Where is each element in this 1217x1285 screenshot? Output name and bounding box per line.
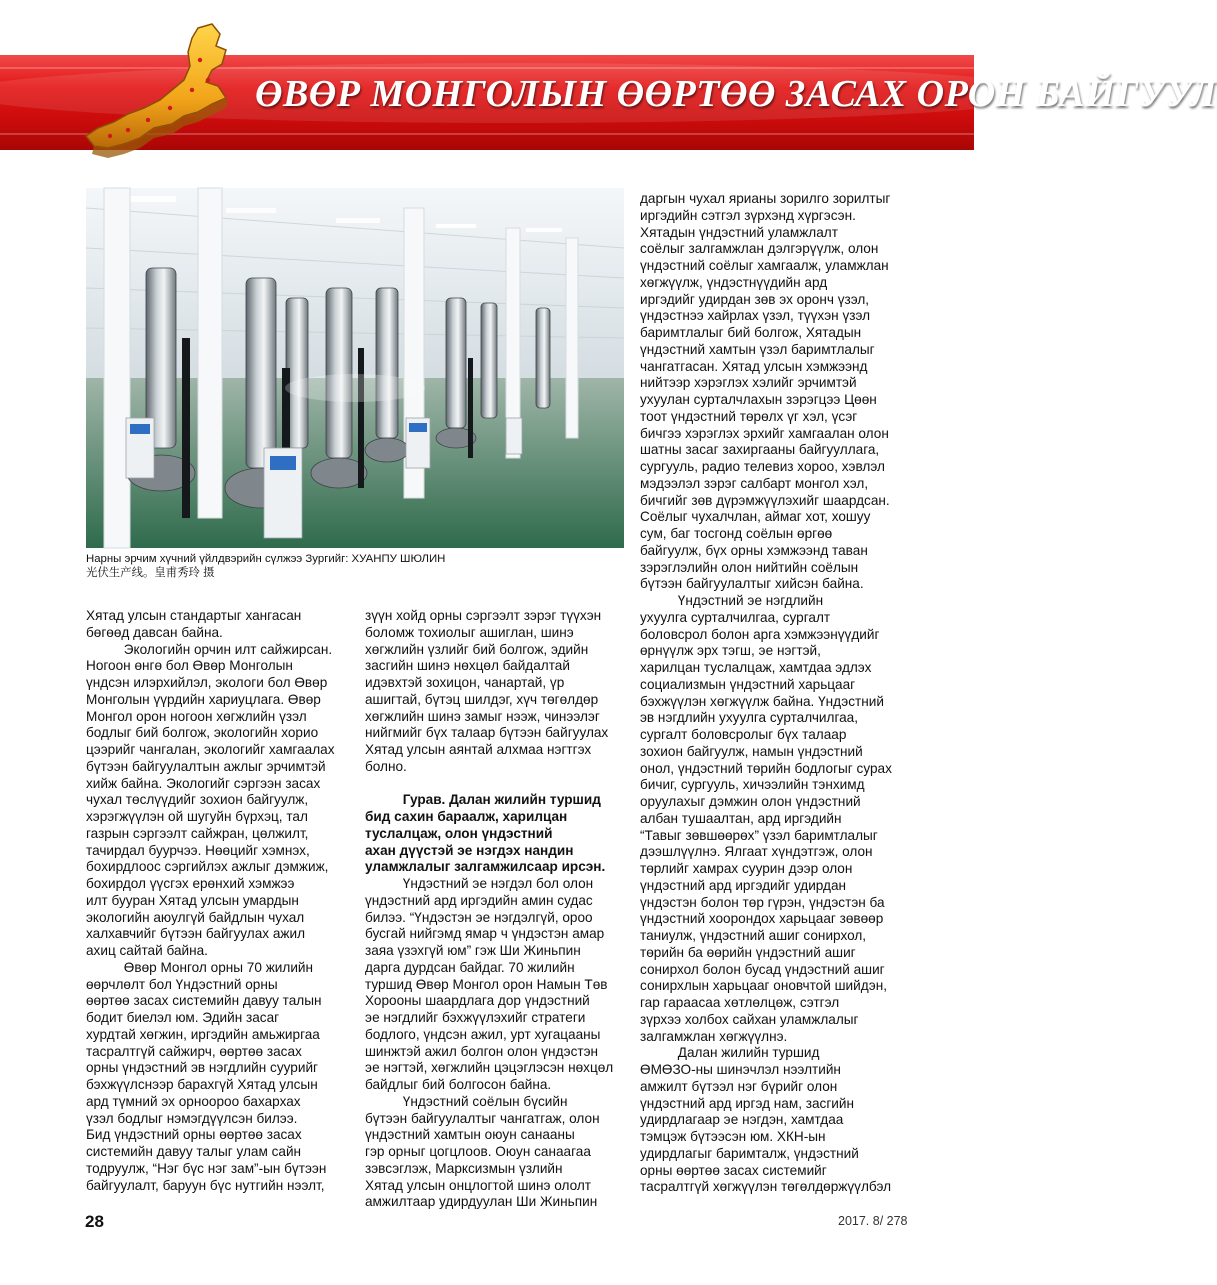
- text-line: амжилтаар удирдуулан Ши Жиньпин: [365, 1194, 598, 1210]
- text-line: сургууль, радио телевиз хороо, хэвлэл: [640, 459, 885, 474]
- text-line: бичгийг зөв дүрэмжүүлэхийг шаардсан.: [640, 492, 890, 508]
- text-line: үндэстний ард иргэдийн амин судас: [365, 892, 593, 908]
- text-line: үндэстний хамтын үзэл баримтлалыг: [640, 341, 875, 357]
- text-line: бүтээн байгуулалтыг чангатгаж, олон: [365, 1110, 600, 1126]
- text-line: амжилт бүтээл нэг бүрийг олон: [640, 1078, 838, 1094]
- text-line: Монголын үүрдийн хариуцлага. Өвөр: [86, 691, 321, 707]
- text-line: зохион байгуулж, намын үндэстний: [640, 743, 863, 759]
- text-line: сургалт боловсролыг бүх талаар: [640, 727, 847, 742]
- text-line: төрлийг хамрах суурин дээр олон: [640, 861, 853, 876]
- text-line: өөрчлөлт бол Үндэстний орны: [86, 976, 278, 992]
- text-line: тасралтгүй хөгжүүлэн төгөлдөржүүлбэл: [640, 1179, 892, 1195]
- text-line: таниулж, үндэстний ашиг сонирхол,: [640, 928, 867, 943]
- text-line: ард түмний эх орноороо бахархах: [86, 1093, 301, 1109]
- text-line: сум, баг тосгонд соёлын өргөө: [640, 526, 833, 541]
- text-line: Үндэстний эе нэгдлийн: [640, 593, 824, 608]
- text-line: заяа үзэхгүй юм” гэж Ши Жиньпин: [365, 943, 581, 958]
- text-line: бэхжүүлэн хөгжүүлж байна. Үндэстний: [640, 693, 884, 709]
- text-line: удирдлагаар эе нэгдэн, хамтдаа: [640, 1112, 844, 1128]
- photo-caption-chinese: 光伏生产线。皇甫秀玲 摄: [86, 567, 215, 579]
- text-line: бөгөөд давсан байна.: [86, 624, 223, 640]
- text-line: Монгол орон ногоон хөгжлийн үзэл: [86, 708, 307, 724]
- text-line: засгийн шинэ нөхцөл байдалтай: [365, 658, 570, 674]
- text-line: иргэдийн сэтгэл зүрхэнд хүргэсэн.: [640, 207, 856, 223]
- text-line: Хорооны шаардлага дор үндэстний: [365, 993, 590, 1009]
- text-line: Өвөр Монгол орны 70 жилийн: [86, 959, 314, 975]
- text-line: Ногоон өнгө бол Өвөр Монголын: [86, 658, 293, 674]
- text-line: билээ. “Үндэстэн эе нэгдэлгүй, ороо: [365, 909, 593, 925]
- text-line: сонирхол болон бусад үндэстний ашиг: [640, 961, 885, 977]
- text-line: цээрийг чангалан, экологийг хамгаалах: [86, 742, 335, 757]
- text-line: үндэстний соёлыг хамгаалж, уламжлан: [640, 258, 889, 273]
- issue-number: 2017. 8/ 278: [838, 1214, 908, 1228]
- text-line: байдлыг бий болгосон байна.: [365, 1077, 552, 1092]
- text-line: орны үндэстний эв нэгдлийн суурийг: [86, 1060, 318, 1076]
- text-line: болно.: [365, 758, 407, 774]
- text-line: тоот үндэстний төрөлх үг хэл, үсэг: [640, 408, 858, 424]
- text-line: үндэстнээ хайрлах үзэл, түүхэн үзэл: [640, 308, 871, 324]
- text-line: туршид Өвөр Монгол орон Намын Төв: [365, 976, 608, 992]
- text-line: сонирхлын харьцааг оновчтой шийдэн,: [640, 978, 888, 994]
- text-line: бичиг, сургууль, хичээлийн тэнхимд: [640, 777, 865, 793]
- text-line: харилцан туслалцаж, хамтдаа эдлэх: [640, 660, 872, 675]
- text-line: боломж тохиолыг ашиглан, шинэ: [365, 624, 574, 640]
- text-line: Экологийн орчин илт сайжирсан.: [86, 641, 333, 657]
- text-line: баримтлалыг бий болгож, Хятадын: [640, 325, 862, 340]
- text-line: үндэстний хамтын оюун санааны: [365, 1127, 575, 1143]
- text-line: Үндэстний эе нэгдэл бол олон: [365, 876, 594, 891]
- text-line: зэвсэглэж, Марксизмын үзлийн: [365, 1160, 563, 1176]
- text-line: удирдлагыг баримталж, үндэстний: [640, 1145, 859, 1161]
- text-line: үндэстэн болон төр гүрэн, үндэстэн ба: [640, 894, 885, 910]
- text-line: газрын сэргээлт сайжран, цөлжилт,: [86, 825, 309, 841]
- section-title: ӨВӨР МОНГОЛЫН ӨӨРТӨӨ ЗАСАХ ОРОН БАЙГУУЛ: [255, 73, 1217, 115]
- text-line: илт бууран Хятад улсын умардын: [86, 892, 299, 908]
- text-line: иргэдийг удирдан зөв эх оронч үзэл,: [640, 291, 870, 307]
- text-line: эе нэгтэй, хөгжлийн цэцэглэсэн нөхцөл: [365, 1060, 614, 1076]
- text-line: үндэстний ард иргэдийг удирдан: [640, 877, 847, 893]
- text-line: гэр орныг цогцлоов. Оюун санаагаа: [365, 1144, 591, 1159]
- text-line: ухуулан сурталчлахын зэрэгцээ Цөөн: [640, 392, 877, 407]
- article-column-1: [86, 608, 356, 1194]
- text-line: Хятадын үндэстний уламжлалт: [640, 224, 838, 240]
- photo-caption: [86, 552, 646, 580]
- text-line: бүтээн байгуулалтыг хийсэн байна.: [640, 576, 864, 592]
- text-line: бодлыг бий болгож, экологийн хорио: [86, 725, 319, 741]
- text-line: бодлого, үндсэн ажил, урт хугацааны: [365, 1026, 601, 1042]
- text-line: албан тушаалтан, ард иргэдийн: [640, 810, 842, 826]
- text-line: бид сахин бараалж, харилцан: [365, 809, 568, 824]
- text-line: өөртөө засах системийн давуу талын: [86, 993, 322, 1009]
- text-line: шатны засаг захиргааны байгууллага,: [640, 442, 880, 458]
- text-line: нийгмийг бүх талаар бүтээн байгуулах: [365, 725, 609, 741]
- text-line: бэхжүүлснээр барахгүй Хятад улсын: [86, 1077, 318, 1092]
- text-line: онол, үндэстний төрийн бодлогыг сурах: [640, 760, 892, 776]
- text-line: дарга дурдсан байдаг. 70 жилийн: [365, 959, 575, 975]
- text-line: чангатгасан. Хятад улсын хэмжээнд: [640, 358, 868, 374]
- text-line: ӨМӨЗО-ны шинэчлэл нээлтийн: [640, 1062, 841, 1077]
- text-line: идэвхтэй зохицон, чанартай, үр: [365, 675, 565, 690]
- text-line: эв нэгдлийн ухуулга сурталчилгаа,: [640, 710, 859, 726]
- text-line: нийтээр хэрэглэх хэлийг эрчимтэй: [640, 375, 857, 391]
- text-line: ахиц сайтай байна.: [86, 943, 208, 958]
- text-line: чухал төслүүдийг зохион байгуулж,: [86, 792, 309, 808]
- text-line: үндсэн илэрхийлэл, экологи бол Өвөр: [86, 675, 328, 690]
- text-line: Хятад улсын онцлогтой шинэ ололт: [365, 1177, 591, 1193]
- text-line: Бид үндэстний орны өөртөө засах: [86, 1127, 302, 1143]
- text-line: мэдээлэл зэрэг салбарт монгол хэл,: [640, 475, 869, 491]
- text-line: бүтээн байгуулалтын ажлыг эрчимтэй: [86, 758, 326, 774]
- text-line: Хятад улсын аянтай алхмаа нэгтгэх: [365, 742, 592, 757]
- text-line: туслалцаж, олон үндэстний: [365, 825, 553, 841]
- text-line: хөгжүүлж, үндэстнүүдийн ард: [640, 274, 828, 290]
- text-line: залгамжлан хөгжүүлнэ.: [640, 1028, 788, 1044]
- text-line: хөгжлийн шинэ замыг нээж, чинээлэг: [365, 708, 600, 724]
- text-line: социализмын үндэстний харьцааг: [640, 676, 856, 692]
- text-line: уламжлалыг залгамжилсаар ирсэн.: [365, 859, 606, 875]
- inner-mongolia-map-icon: [80, 20, 280, 170]
- text-line: дээшлүүлнэ. Ялгаат хүндэтгэж, олон: [640, 844, 873, 860]
- text-line: зэрэглэлийн олон нийтийн соёлын: [640, 559, 859, 575]
- text-line: төрийн ба өөрийн үндэстний ашиг: [640, 944, 856, 960]
- article-column-2: [365, 608, 635, 1211]
- text-line: Соёлыг чухалчлан, аймаг хот, хошуу: [640, 509, 871, 525]
- text-line: боловсрол болон арга хэмжээнүүдийг: [640, 626, 880, 642]
- text-line: байгуулалт, баруун бүс нутгийн нээлт,: [86, 1177, 325, 1193]
- text-line: ухуулга сурталчилгаа, сургалт: [640, 609, 831, 625]
- text-line: ахан дүүстэй эе нэгдэх нандин: [365, 842, 574, 858]
- text-line: байгуулж, бүх орны хэмжээнд таван: [640, 542, 868, 558]
- text-line: бодит биелэл юм. Эдийн засаг: [86, 1010, 280, 1025]
- text-line: оруулахыг дэмжин олон үндэстний: [640, 794, 861, 809]
- article-column-3: [640, 191, 920, 1196]
- text-line: орны өөртөө засах системийг: [640, 1162, 827, 1178]
- text-line: бусгай нийгэмд ямар ч үндэстэн амар: [365, 926, 605, 942]
- text-line: тасралтгүй сайжирч, өөртөө засах: [86, 1043, 302, 1059]
- text-line: үндэстний ард иргэд нам, засгийн: [640, 1095, 855, 1111]
- text-line: үзэл бодлыг нэмэгдүүлсэн билээ.: [86, 1110, 298, 1126]
- text-line: халхавчийг бүтээн байгуулах ажил: [86, 926, 306, 942]
- text-line: тодруулж, “Нэг бүс нэг зам”-ын бүтээн: [86, 1160, 327, 1176]
- text-line: хөгжлийн үзлийг бий болгож, эдийн: [365, 641, 589, 657]
- page-number: 28: [85, 1212, 104, 1231]
- text-line: системийн давуу талыг улам сайн: [86, 1144, 302, 1159]
- text-line: зүрхээ холбох сайхан уламжлалыг: [640, 1011, 859, 1027]
- text-line: даргын чухал ярианы зорилго зорилтыг: [640, 191, 891, 206]
- text-line: Үндэстний соёлын бүсийн: [365, 1093, 568, 1109]
- text-line: экологийн аюулгүй байдлын чухал: [86, 909, 305, 925]
- text-line: эе нэгдлийг бэхжүүлэхийг стратеги: [365, 1010, 586, 1025]
- text-line: “Тавыг зөвшөөрөх” үзэл баримтлалыг: [640, 827, 878, 843]
- text-line: хэрэгжүүлэн ой шугуйн бүрхэц, тал: [86, 809, 308, 824]
- text-line: шинжтэй ажил болгон олон үндэстэн: [365, 1043, 599, 1059]
- text-line: соёлыг залгамжлан дэлгэрүүлж, олон: [640, 241, 879, 257]
- text-line: тачирдал буурчээ. Нөөцийг хэмнэх,: [86, 842, 310, 858]
- text-line: үндэстний хоорондох харьцааг зөвөөр: [640, 911, 884, 927]
- text-line: Далан жилийн туршид: [640, 1045, 820, 1061]
- text-line: бичгээ хэрэглэх эрхийг хамгаалан олон: [640, 425, 889, 441]
- text-line: бохирдол үүсгэх ерөнхий хэмжээ: [86, 876, 295, 891]
- text-line: бохирдлоос сэргийлэх ажлыг дэмжиж,: [86, 859, 329, 875]
- factory-photo: [86, 188, 624, 548]
- text-line: Гурав. Далан жилийн туршид: [365, 792, 601, 808]
- text-line: хийж байна. Экологийг сэргээн засах: [86, 775, 321, 791]
- text-line: гар гараасаа хөтлөлцөж, сэтгэл: [640, 995, 840, 1010]
- text-line: ашигтай, бүтэц шилдэг, хүч төгөлдөр: [365, 691, 599, 707]
- photo-caption-mongolian: Нарны эрчим хүчний үйлдвэрийн сүлжээ Зургийг: ХУАНПУ ШЮЛИН: [86, 553, 446, 565]
- text-line: тэмцэж бүтээсэн юм. ХКН-ын: [640, 1129, 826, 1144]
- text-line: өрнүүлж эрх тэгш, эе нэгтэй,: [640, 643, 821, 659]
- text-line: [365, 776, 635, 793]
- text-line: Хятад улсын стандартыг хангасан: [86, 608, 302, 623]
- text-line: хурдтай хөгжин, иргэдийн амьжиргаа: [86, 1026, 320, 1042]
- text-line: зүүн хойд орны сэргээлт зэрэг түүхэн: [365, 608, 602, 623]
